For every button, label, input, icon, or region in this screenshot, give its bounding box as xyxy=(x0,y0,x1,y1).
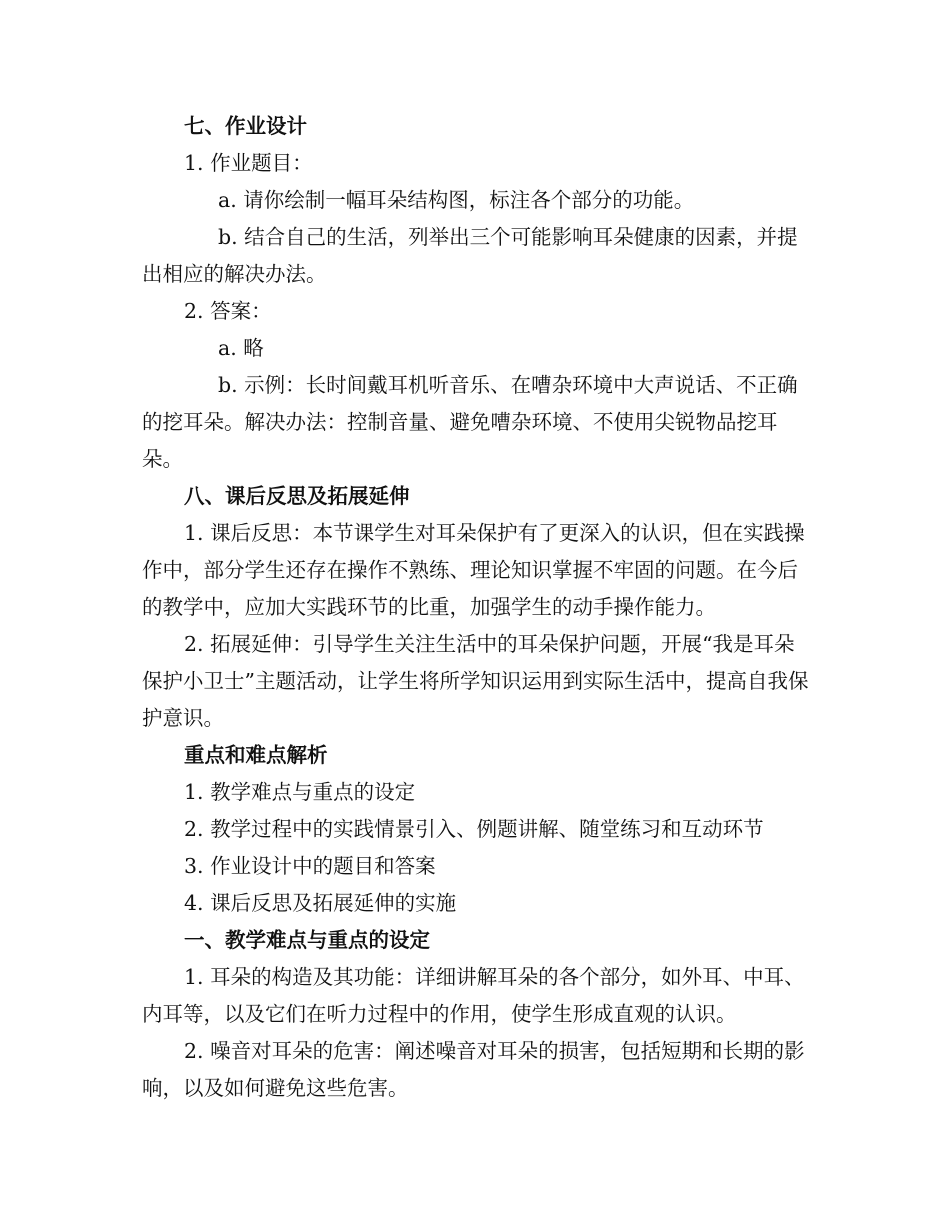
list-item: 3. 作业设计中的题目和答案 xyxy=(184,854,436,878)
paragraph: a. 略 xyxy=(218,336,264,360)
document-body xyxy=(142,108,810,1107)
list-item: 4. 课后反思及拓展延伸的实施 xyxy=(184,891,457,915)
section-heading-homework: 七、作业设计 xyxy=(184,114,307,138)
paragraph: 2. 答案： xyxy=(184,299,272,323)
section-heading-reflection: 八、课后反思及拓展延伸 xyxy=(184,484,410,508)
paragraph: 2. 拓展延伸：引导学生关注生活中的耳朵保护问题，开展“我是耳朵保护小卫士”主题活动，让学生将所学知识运用到实际生活中，提高自我保护意识。 xyxy=(142,632,809,730)
paragraph: 1. 作业题目： xyxy=(184,151,313,175)
paragraph: 2. 噪音对耳朵的危害：阐述噪音对耳朵的损害，包括短期和长期的影响，以及如何避免这些危害。 xyxy=(142,1039,805,1100)
section-heading-key-points: 重点和难点解析 xyxy=(184,743,328,767)
list-item: 1. 教学难点与重点的设定 xyxy=(184,780,416,804)
section-heading-difficulties: 一、教学难点与重点的设定 xyxy=(184,928,430,952)
paragraph: 1. 耳朵的构造及其功能：详细讲解耳朵的各个部分，如外耳、中耳、内耳等，以及它们在听力过程中的作用，使学生形成直观的认识。 xyxy=(142,965,805,1026)
list-item: 2. 教学过程中的实践情景引入、例题讲解、随堂练习和互动环节 xyxy=(184,817,764,841)
paragraph: a. 请你绘制一幅耳朵结构图，标注各个部分的功能。 xyxy=(218,188,695,212)
paragraph: b. 示例：长时间戴耳机听音乐、在嘈杂环境中大声说话、不正确的挖耳朵。解决办法：控制音量、避免嘈杂环境、不使用尖锐物品挖耳朵。 xyxy=(142,373,798,471)
paragraph: b. 结合自己的生活，列举出三个可能影响耳朵健康的因素，并提出相应的解决办法。 xyxy=(142,225,798,286)
paragraph: 1. 课后反思：本节课学生对耳朵保护有了更深入的认识，但在实践操作中，部分学生还存在操作不熟练、理论知识掌握不牢固的问题。在今后的教学中，应加大实践环节的比重，加强学生的动手操作能力。 xyxy=(142,521,805,619)
